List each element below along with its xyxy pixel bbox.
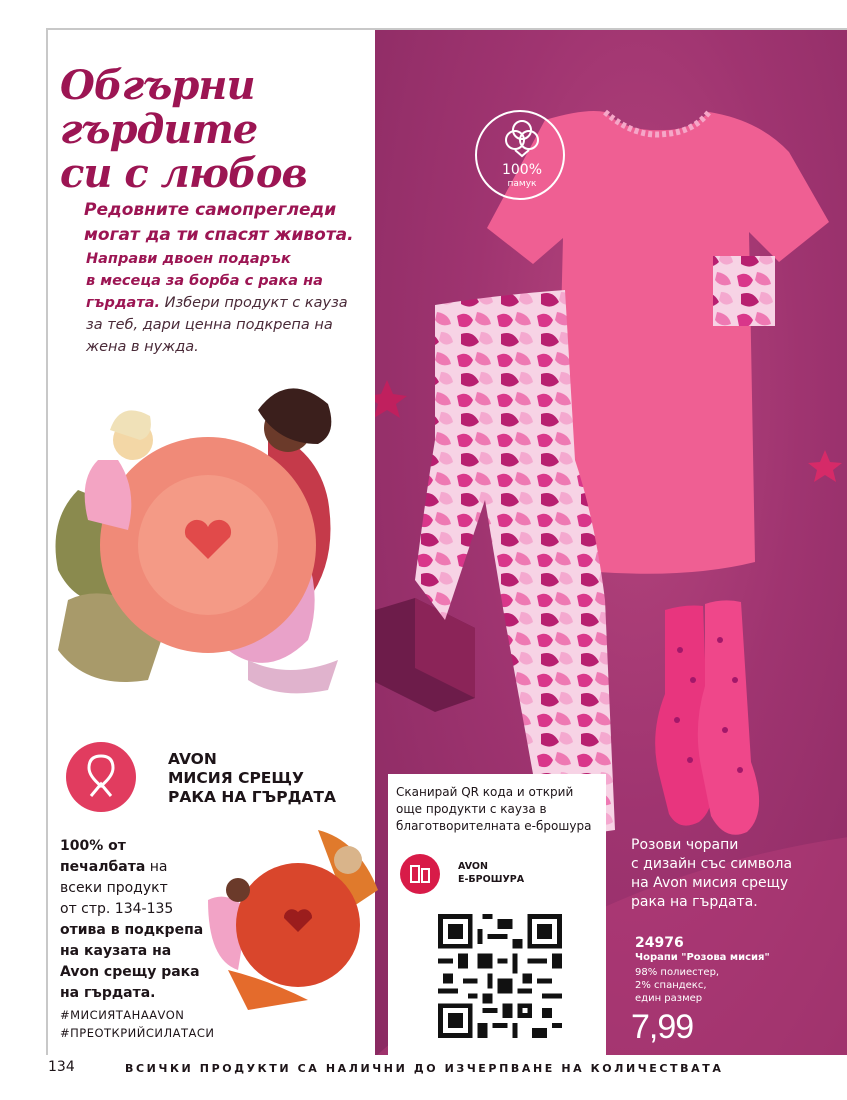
page-headline bbox=[60, 64, 360, 196]
intro-bold-line: Направи двоен подарък bbox=[86, 251, 291, 267]
hashtags bbox=[60, 1006, 215, 1042]
headline-line: Обгърни bbox=[60, 62, 255, 109]
mission-line: МИСИЯ СРЕЩУ bbox=[168, 769, 304, 787]
ebrochure-label[interactable] bbox=[458, 860, 524, 886]
profit-line: всеки продукт bbox=[60, 880, 168, 896]
product-code: 24976 bbox=[635, 935, 684, 951]
headline-line: гърдите bbox=[60, 106, 258, 153]
profit-line: 100% от bbox=[60, 838, 126, 854]
subheadline bbox=[84, 198, 384, 248]
profit-line: от стр. 134-135 bbox=[60, 901, 174, 917]
ribbon-badge bbox=[66, 742, 136, 812]
qr-instructions bbox=[396, 784, 591, 835]
product-name: Чорапи "Розова мисия" bbox=[635, 952, 770, 963]
ebrochure-label-line: AVON bbox=[458, 861, 488, 872]
mission-title bbox=[168, 750, 336, 807]
profit-line: печалбата bbox=[60, 859, 146, 875]
qr-text-line: още продукти с кауза в bbox=[396, 802, 547, 816]
desc-line: рака на гърдата. bbox=[631, 894, 758, 910]
tshirt-pocket bbox=[713, 256, 775, 326]
ebrochure-label-line: Е-БРОШУРА bbox=[458, 874, 525, 885]
star-decoration bbox=[808, 450, 842, 482]
mission-line: AVON bbox=[168, 750, 217, 768]
qr-card bbox=[388, 774, 606, 1055]
mission-line: РАКА НА ГЪРДАТА bbox=[168, 788, 336, 806]
profit-statement bbox=[60, 836, 220, 1004]
women-hugging-small-illustration bbox=[198, 820, 388, 1010]
intro-regular: Избери продукт с кауза bbox=[160, 295, 348, 311]
intro-text bbox=[86, 248, 376, 358]
profit-line: Avon срещу рака bbox=[60, 964, 200, 980]
intro-regular-line: жена в нужда. bbox=[86, 339, 199, 355]
hashtag: #ПРЕОТКРИЙСИЛАТАСИ bbox=[60, 1026, 215, 1040]
subhead-line: могат да ти спасят живота. bbox=[84, 225, 354, 245]
cotton-percent: 100% bbox=[501, 162, 543, 178]
hashtag: #МИСИЯТАНААVON bbox=[60, 1008, 185, 1022]
cotton-label: памук bbox=[507, 179, 537, 189]
qr-code-icon[interactable] bbox=[438, 914, 562, 1038]
headline-line: си с любов bbox=[60, 150, 307, 197]
product-spec bbox=[635, 966, 719, 1005]
profit-line: на bbox=[145, 859, 168, 875]
qr-text-line: благотворителната е-брошура bbox=[396, 819, 592, 833]
spec-line: 2% спандекс, bbox=[635, 980, 707, 991]
product-price: 7,99 bbox=[631, 1008, 694, 1046]
profit-line: на гърдата. bbox=[60, 985, 156, 1001]
women-hugging-illustration bbox=[46, 370, 378, 700]
brochure-icon bbox=[400, 854, 440, 894]
page-frame bbox=[46, 28, 847, 1055]
spec-line: един размер bbox=[635, 993, 703, 1004]
subhead-line: Редовните самопрегледи bbox=[84, 200, 337, 220]
profit-line: на каузата на bbox=[60, 943, 172, 959]
star-decoration bbox=[375, 380, 407, 418]
intro-bold-tail: гърдата. bbox=[86, 295, 161, 311]
desc-line: с дизайн със символа bbox=[631, 856, 793, 872]
qr-text-line: Сканирай QR кода и открий bbox=[396, 785, 574, 799]
desc-line: на Avon мисия срещу bbox=[631, 875, 789, 891]
intro-bold-line: в месеца за борба с рака на bbox=[86, 273, 323, 289]
intro-regular-line: за теб, дари ценна подкрепа на bbox=[86, 317, 333, 333]
page-number: 134 bbox=[48, 1059, 75, 1075]
desc-line: Розови чорапи bbox=[631, 837, 739, 853]
product-description bbox=[631, 836, 792, 912]
cotton-flower-icon bbox=[477, 112, 567, 162]
pink-ribbon-icon bbox=[79, 752, 123, 802]
spec-line: 98% полиестер, bbox=[635, 967, 720, 978]
availability-note: ВСИЧКИ ПРОДУКТИ СА НАЛИЧНИ ДО ИЗЧЕРПВАНЕ НА КОЛИЧЕСТВАТА bbox=[125, 1062, 724, 1075]
cotton-badge bbox=[475, 110, 565, 200]
profit-line: отива в подкрепа bbox=[60, 922, 204, 938]
